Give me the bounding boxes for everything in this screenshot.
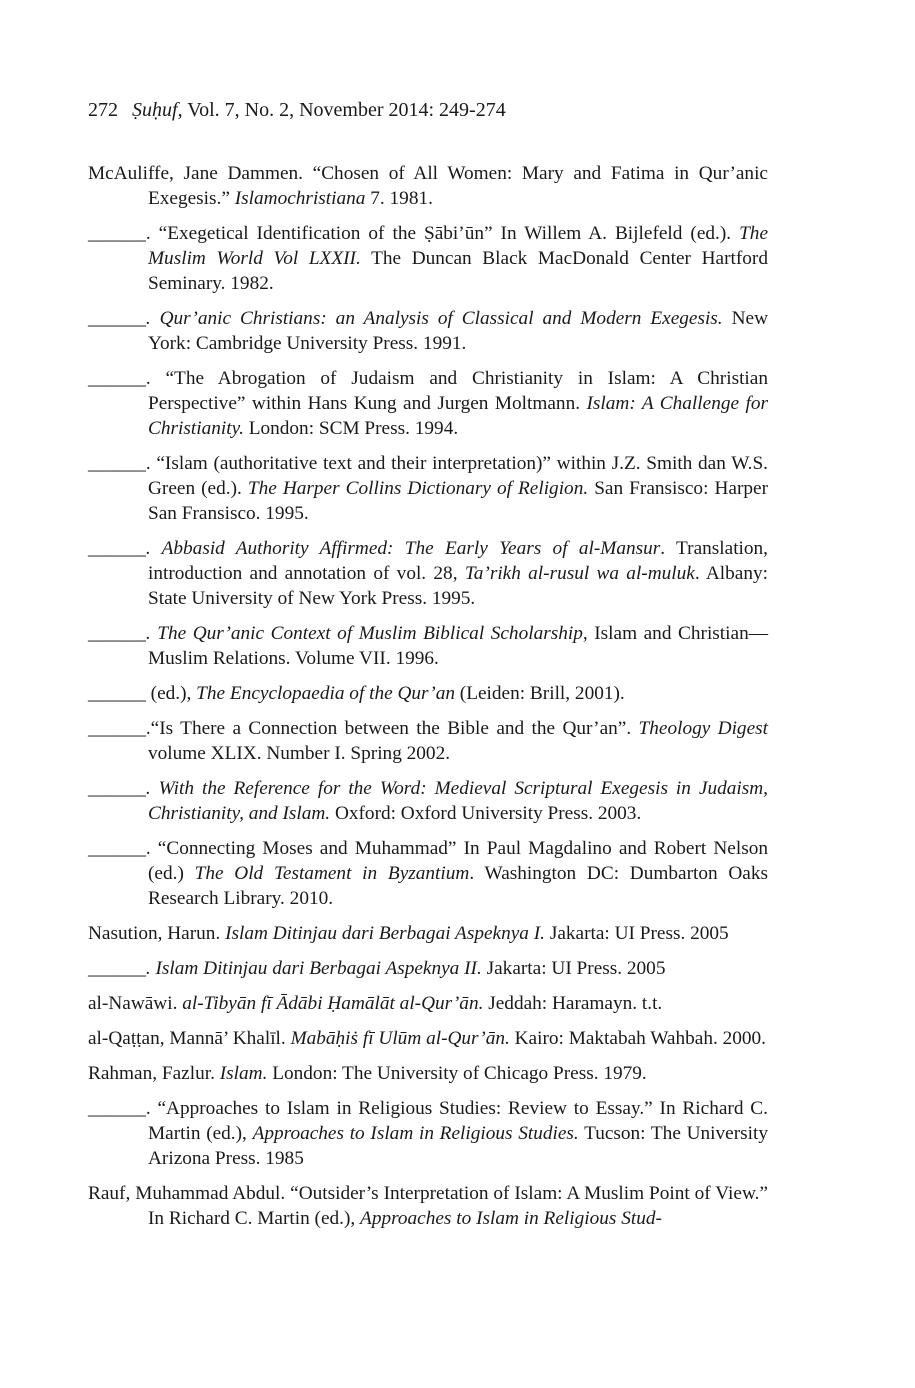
reference-text: ______: [88, 623, 146, 644]
reference-text: ______: [88, 308, 146, 329]
reference-title: . The Qur’anic Context of Muslim Biblical Scholarship: [145, 623, 583, 644]
reference-title: Approaches to Islam in Religious Studies.: [252, 1123, 579, 1144]
reference-text: ______. “Exegetical Identification of the Ṣābi’ūn” In Willem A. Bijlefeld (ed.).: [88, 223, 740, 244]
reference-text: Jakarta: UI Press. 2005: [481, 958, 666, 979]
reference-text: ______: [88, 958, 146, 979]
reference-title: . Abbasid Authority Affirmed: The Early Years of al-Mansur: [145, 538, 661, 559]
reference-title: Islam Ditinjau dari Berbagai Aspeknya I.: [225, 923, 545, 944]
reference-text: al-Nawāwi.: [88, 993, 183, 1014]
reference-text: . Washington DC: Dumbarton Oaks Research Library. 2010.: [148, 863, 768, 909]
reference-text: The Duncan Black MacDonald Center Hartford Seminary. 1982.: [148, 248, 768, 294]
reference-text: Tucson: The University Arizona Press. 1985: [148, 1123, 768, 1169]
reference-entry: [88, 221, 768, 296]
reference-title: Approaches to Islam in Religious Stud-: [360, 1208, 662, 1229]
reference-title: . Islam Ditinjau dari Berbagai Aspeknya II.: [145, 958, 482, 979]
reference-entry: [88, 1061, 768, 1086]
reference-text: Oxford: Oxford University Press. 2003.: [330, 803, 642, 824]
reference-text: London: SCM Press. 1994.: [243, 418, 459, 439]
reference-text: , Islam and Christian—Muslim Relations. Volume VII. 1996.: [148, 623, 768, 669]
reference-title: Islam: A Challenge for Christianity.: [148, 393, 768, 439]
reference-text: . Albany: State University of New York Press. 1995.: [148, 563, 769, 609]
reference-title: The Old Testament in Byzantium: [194, 863, 470, 884]
reference-title: . Qur’anic Christians: an Analysis of Classical and Modern Exegesis.: [145, 308, 723, 329]
reference-text: ______ (ed.),: [88, 683, 197, 704]
reference-text: Kairo: Maktabah Wahbah. 2000.: [509, 1028, 766, 1049]
reference-text: volume XLIX. Number I. Spring 2002.: [148, 743, 451, 764]
reference-text: McAuliffe, Jane Dammen. “Chosen of All Women: Mary and Fatima in Qur’anic Exegesis.”: [88, 163, 768, 209]
reference-entry: [88, 536, 768, 611]
reference-text: Rauf, Muhammad Abdul. “Outsider’s Interpretation of Islam: A Muslim Point of View.” In Richard C. Martin (ed.),: [88, 1183, 768, 1229]
reference-list: [88, 161, 768, 1241]
reference-title: The Muslim World Vol LXXII.: [148, 223, 768, 269]
reference-title: al-Tibyān fī Ādābi Ḥamālāt al-Qur’ān.: [182, 993, 484, 1014]
reference-text: ______. “Islam (authoritative text and their interpretation)” within J.Z. Smith dan W.S. Green (ed.).: [88, 453, 768, 499]
reference-text: (Leiden: Brill, 2001).: [454, 683, 625, 704]
reference-title: The Encyclopaedia of the Qur’an: [196, 683, 455, 704]
reference-title: Ta’rikh al-rusul wa al-muluk: [464, 563, 695, 584]
reference-text: ______: [88, 778, 146, 799]
reference-title: Theology Digest: [638, 718, 768, 739]
reference-entry: [88, 1181, 768, 1231]
reference-text: Jeddah: Haramayn. t.t.: [483, 993, 663, 1014]
reference-text: Rahman, Fazlur.: [88, 1063, 220, 1084]
reference-title: The Harper Collins Dictionary of Religion.: [247, 478, 589, 499]
reference-entry: [88, 956, 768, 981]
reference-entry: [88, 161, 768, 211]
reference-title: Mabāḥiṡ fī Ulūm al-Qur’ān.: [290, 1028, 510, 1049]
reference-entry: [88, 306, 768, 356]
reference-text: ______. “Approaches to Islam in Religious Studies: Review to Essay.” In Richard C. Martin (ed.),: [88, 1098, 768, 1144]
reference-text: ______. “The Abrogation of Judaism and Christianity in Islam: A Christian Perspective” within Hans Kung and Jurgen Moltmann.: [88, 368, 768, 414]
reference-entry: [88, 681, 768, 706]
reference-text: Jakarta: UI Press. 2005: [545, 923, 729, 944]
reference-text: Nasution, Harun.: [88, 923, 226, 944]
reference-entry: [88, 836, 768, 911]
reference-entry: [88, 621, 768, 671]
page-number: 272: [88, 99, 118, 121]
reference-text: London: The University of Chicago Press. 1979.: [267, 1063, 647, 1084]
reference-entry: [88, 921, 768, 946]
issue-info: , Vol. 7, No. 2, November 2014: 249-274: [177, 99, 506, 121]
reference-text: ______.“Is There a Connection between the Bible and the Qur’an”.: [88, 718, 639, 739]
reference-text: San Fransisco: Harper San Fransisco. 1995.: [148, 478, 768, 524]
reference-entry: [88, 1026, 768, 1051]
reference-title: Islamochristiana: [234, 188, 366, 209]
reference-text: . Translation, introduction and annotation of vol. 28,: [148, 538, 769, 584]
reference-text: 7. 1981.: [365, 188, 433, 209]
reference-text: al-Qaṭṭan, Mannā’ Khalīl.: [88, 1028, 291, 1049]
reference-entry: [88, 366, 768, 441]
reference-entry: [88, 776, 768, 826]
reference-entry: [88, 716, 768, 766]
reference-text: New York: Cambridge University Press. 1991.: [148, 308, 768, 354]
reference-title: . With the Reference for the Word: Medieval Scriptural Exegesis in Judaism, Christianity, and Islam.: [145, 778, 768, 824]
reference-text: ______: [88, 538, 146, 559]
running-header: [88, 96, 788, 124]
reference-title: Islam.: [219, 1063, 268, 1084]
reference-entry: [88, 991, 768, 1016]
reference-entry: [88, 451, 768, 526]
reference-entry: [88, 1096, 768, 1171]
reference-text: ______. “Connecting Moses and Muhammad” In Paul Magdalino and Robert Nelson (ed.): [88, 838, 768, 884]
journal-title: Ṣuḥuf: [132, 99, 178, 121]
